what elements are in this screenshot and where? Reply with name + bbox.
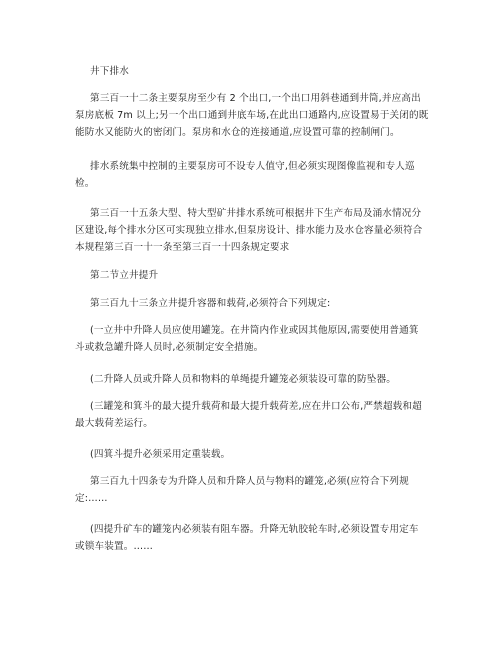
paragraph-line: 定:……	[75, 493, 108, 504]
paragraph-item-1	[75, 322, 430, 356]
paragraph-line: 第三百一十五条大型、特大型矿井排水系统可根据井下生产布局及涌水情况分	[90, 208, 422, 219]
paragraph-line: 检。	[75, 178, 95, 189]
section-heading-shaft-hoisting	[90, 267, 430, 284]
heading-text: 第二节立井提升	[90, 270, 159, 281]
paragraph-line: 最大载荷差运行。	[75, 418, 153, 429]
paragraph-line: (三罐笼和箕斗的最大提升载荷和最大提升载荷差,应在井口公布,严禁超载和超	[90, 401, 422, 412]
paragraph-article-394	[75, 473, 430, 507]
paragraph-line: 能防水又能防火的密闭门。泵房和水仓的连接通道,应设置可靠的控制闸门。	[75, 127, 400, 138]
paragraph-line: (二升降人员或升降人员和物料的单绳提升罐笼必须装设可靠的防坠器。	[90, 374, 396, 385]
heading-text: 井下排水	[90, 66, 129, 77]
paragraph-article-312	[75, 90, 430, 141]
paragraph-line: (一立井中升降人员应使用罐笼。在井筒内作业或因其他原因,需要使用普通箕	[90, 325, 419, 336]
paragraph-line: (四提升矿车的罐笼内必须装有阻车器。升降无轨胶轮车时,必须设置专用定车	[90, 524, 419, 535]
paragraph-line: 排水系统集中控制的主要泵房可不设专人值守,但必须实现图像监视和专人巡	[90, 161, 415, 172]
paragraph-line: 第三百一十二条主要泵房至少有 2 个出口,一个出口用斜巷通到井筒,并应高出	[90, 93, 421, 104]
paragraph-line: 第三百九十三条立井提升容器和载荷,必须符合下列规定:	[90, 298, 331, 309]
paragraph-line: 泵房底板 7m 以上;另一个出口通到井底车场,在此出口通路内,应设置易于关闭的既	[75, 110, 429, 121]
paragraph-article-394-item-4	[75, 521, 430, 555]
paragraph-line: 第三百九十四条专为升降人员和升降人员与物料的罐笼,必须(应符合下列规	[90, 476, 409, 487]
paragraph-line: 或锁车装置。……	[75, 541, 153, 552]
paragraph-line: 斗或救急罐升降人员时,必须制定安全措施。	[75, 342, 264, 353]
paragraph-article-315	[75, 205, 430, 256]
paragraph-item-4	[90, 446, 430, 463]
section-heading-drainage	[90, 63, 430, 80]
paragraph-article-393	[90, 295, 430, 312]
paragraph-line: 区建设,每个排水分区可实现独立排水,但泵房设计、排水能力及水仓容量必须符合	[75, 225, 423, 236]
paragraph-item-2	[90, 371, 430, 388]
paragraph-line: 本规程第三百一十一条至第三百一十四条规定要求	[75, 242, 290, 253]
paragraph-line: (四箕斗提升必须采用定重装载。	[90, 449, 231, 460]
paragraph-item-3	[75, 398, 430, 432]
paragraph-drainage-control	[75, 158, 430, 192]
